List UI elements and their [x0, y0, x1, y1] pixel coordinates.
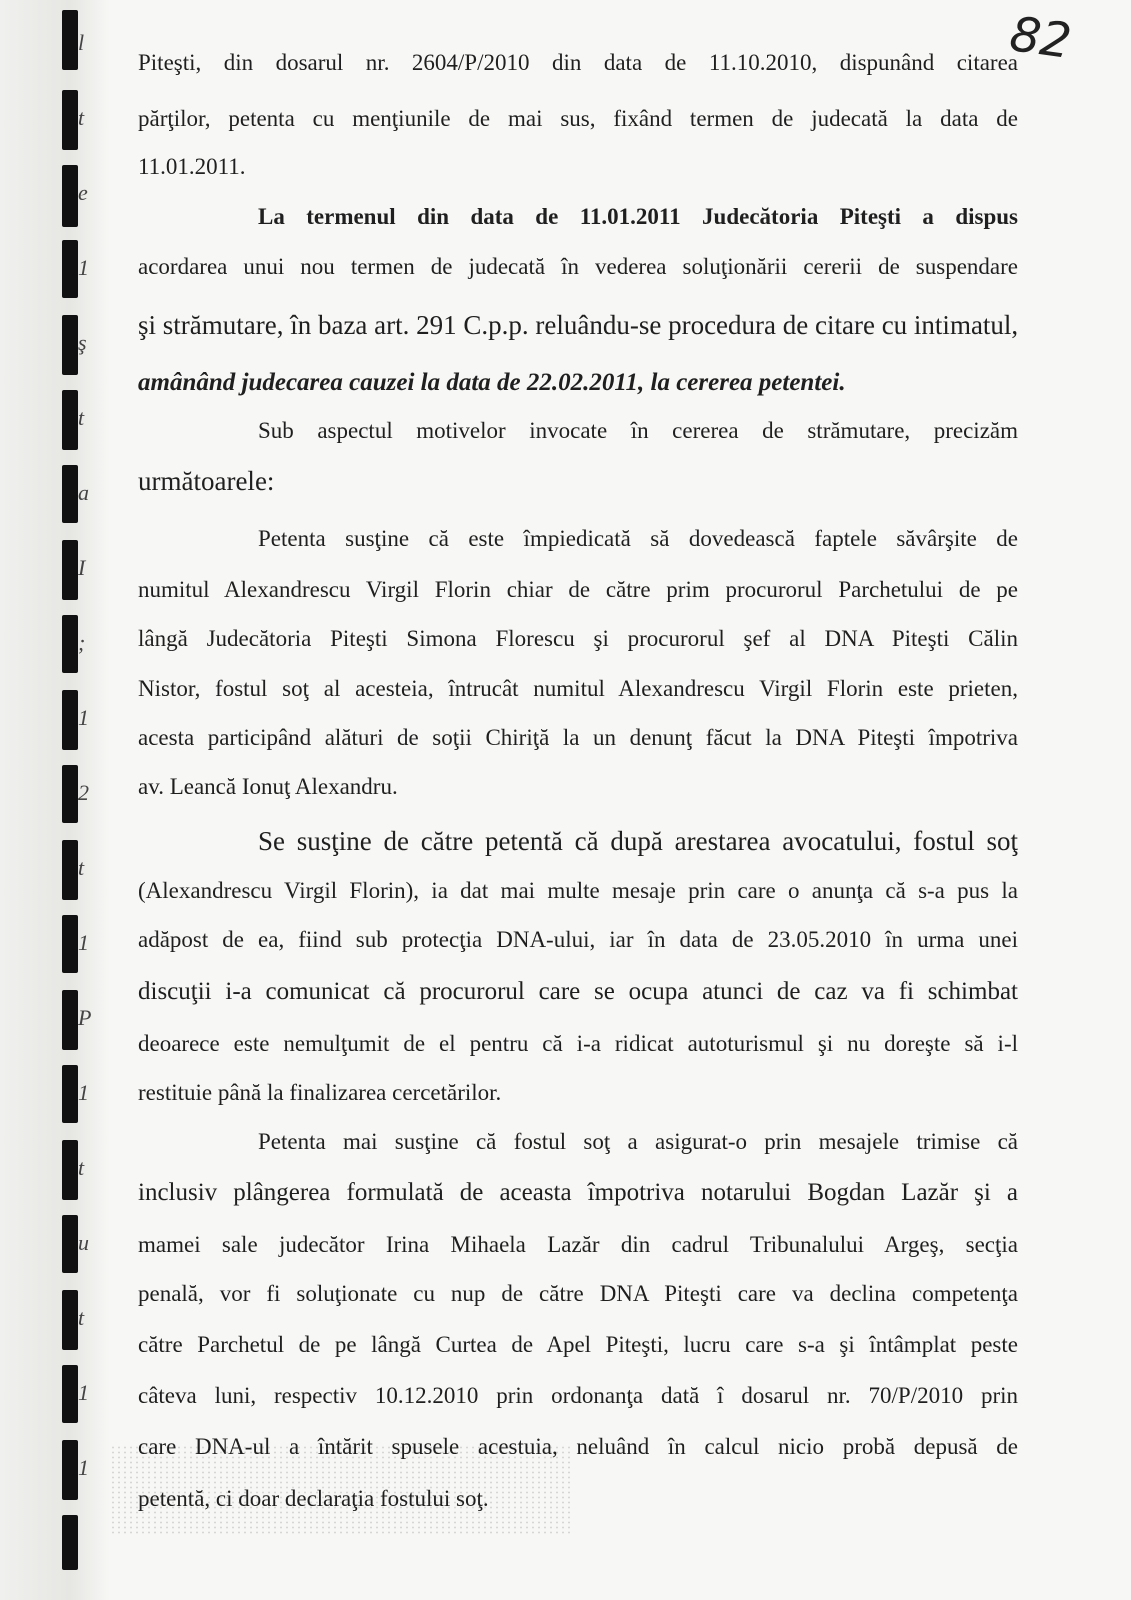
text-line: (Alexandrescu Virgil Florin), ia dat mai multe mesaje prin care o anunţa că s-a pus la [138, 878, 1018, 903]
punch-hole [62, 990, 78, 1050]
text-line: care DNA-ul a întărit spusele acestuia, neluând în calcul nicio probă depusă de [138, 1434, 1018, 1459]
text-line: La termenul din data de 11.01.2011 Judecătoria Piteşti a dispus [258, 204, 1018, 229]
edge-fragment: 2 [78, 780, 89, 805]
text-line: lângă Judecătoria Piteşti Simona Florescu şi procurorul şef al DNA Piteşti Călin [138, 626, 1018, 651]
text-line: numitul Alexandrescu Virgil Florin chiar de către prim procurorul Parchetului de pe [138, 577, 1018, 602]
edge-fragment: l [78, 30, 85, 55]
text-line: inclusiv plângerea formulată de aceasta împotriva notarului Bogdan Lazăr şi a [138, 1179, 1018, 1206]
text-line: părţilor, petenta cu menţiunile de mai sus, fixând termen de judecată la data de [138, 106, 1018, 131]
punch-hole [62, 1215, 78, 1273]
edge-fragment: ; [78, 630, 86, 655]
page-number: 82 [1006, 6, 1075, 70]
punch-hole [62, 615, 78, 673]
edge-fragment: t [78, 855, 85, 880]
edge-fragment: I [78, 555, 86, 580]
punch-hole [62, 1065, 78, 1123]
text-line: Petenta mai susţine că fostul soţ a asigurat-o prin mesajele trimise că [258, 1129, 1018, 1154]
punch-hole [62, 690, 78, 750]
edge-fragment: t [78, 105, 85, 130]
text-line: Nistor, fostul soţ al acesteia, întrucât numitul Alexandrescu Virgil Florin este prieten, [138, 676, 1018, 701]
edge-fragment: 1 [78, 1380, 89, 1405]
punch-hole [62, 1290, 78, 1350]
punch-hole [62, 240, 78, 298]
text-line: penală, vor fi soluţionate cu nup de către DNA Piteşti care va declina competenţa [138, 1281, 1018, 1306]
text-line: Se susţine de către petentă că după arestarea avocatului, fostul soţ [258, 826, 1018, 856]
text-line: restituie până la finalizarea cercetărilor. [138, 1080, 502, 1105]
text-line: 11.01.2011. [138, 154, 246, 179]
punch-hole [62, 390, 78, 450]
edge-fragment: 1 [78, 1080, 89, 1105]
text-line: către Parchetul de pe lângă Curtea de Apel Piteşti, lucru care s-a şi întâmplat peste [138, 1332, 1018, 1357]
text-line: mamei sale judecător Irina Mihaela Lazăr din cadrul Tribunalului Argeş, secţia [138, 1232, 1018, 1257]
text-line: petentă, ci doar declaraţia fostului soţ. [138, 1486, 489, 1511]
edge-fragment: e [78, 180, 88, 205]
punch-hole [62, 1515, 78, 1570]
text-line: câteva luni, respectiv 10.12.2010 prin ordonanţa dată î dosarul nr. 70/P/2010 prin [138, 1383, 1018, 1408]
edge-fragment: 1 [78, 255, 89, 280]
text-line: discuţii i-a comunicat că procurorul care se ocupa atunci de caz va fi schimbat [138, 978, 1018, 1005]
edge-fragment: t [78, 1305, 85, 1330]
binding-strip [0, 0, 110, 1600]
punch-hole [62, 840, 78, 900]
text-line: următoarele: [138, 466, 275, 496]
text-line: Piteşti, din dosarul nr. 2604/P/2010 din data de 11.10.2010, dispunând citarea [138, 50, 1018, 75]
punch-hole [62, 765, 78, 823]
edge-fragment: t [78, 405, 85, 430]
punch-hole [62, 90, 78, 150]
punch-hole [62, 10, 78, 70]
punch-hole [62, 315, 78, 375]
punch-hole [62, 465, 78, 523]
text-line: acordarea unui nou termen de judecată în vederea soluţionării cererii de suspendare [138, 254, 1018, 279]
edge-fragment: 1 [78, 705, 89, 730]
text-line: Sub aspectul motivelor invocate în cererea de strămutare, precizăm [258, 418, 1018, 443]
text-line: Petenta susţine că este împiedicată să dovedească faptele săvârşite de [258, 526, 1018, 551]
edge-fragment: P [78, 1005, 92, 1030]
edge-fragment: ş [78, 330, 87, 355]
text-line: amânând judecarea cauzei la data de 22.02.2011, la cererea petentei. [138, 369, 846, 396]
punch-hole [62, 915, 78, 973]
punch-hole [62, 540, 78, 600]
punch-hole [62, 1365, 78, 1423]
text-line: adăpost de ea, fiind sub protecţia DNA-ului, iar în data de 23.05.2010 în urma unei [138, 927, 1018, 952]
edge-fragment: u [78, 1230, 89, 1255]
edge-fragment: 1 [78, 1455, 89, 1480]
punch-hole [62, 165, 78, 227]
text-line: şi strămutare, în baza art. 291 C.p.p. reluându-se procedura de citare cu intimatul, [138, 310, 1019, 340]
edge-fragment: 1 [78, 930, 89, 955]
text-line: acesta participând alături de soţii Chiriţă la un denunţ făcut la DNA Piteşti împotriva [138, 725, 1018, 750]
punch-hole [62, 1140, 78, 1200]
text-line: av. Leancă Ionuţ Alexandru. [138, 774, 398, 799]
text-line: deoarece este nemulţumit de el pentru că i-a ridicat autoturismul şi nu doreşte să i-l [138, 1031, 1018, 1056]
punch-hole [62, 1440, 78, 1500]
edge-fragment: t [78, 1155, 85, 1180]
edge-fragment: a [78, 480, 89, 505]
